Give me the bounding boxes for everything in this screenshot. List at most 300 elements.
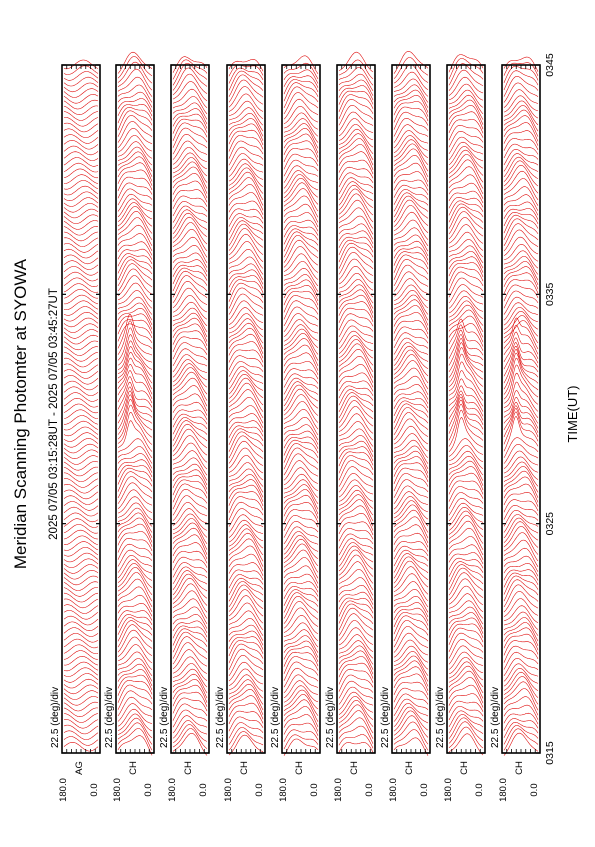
scan-trace (118, 513, 152, 533)
scan-trace (229, 350, 263, 363)
scan-trace (64, 89, 98, 98)
scan-trace (64, 330, 98, 339)
scan-trace (339, 224, 373, 239)
scan-trace (118, 587, 152, 607)
scan-trace (394, 384, 428, 399)
scan-trace (394, 376, 428, 395)
scan-trace (229, 68, 263, 84)
scan-trace (64, 530, 98, 539)
channel-label: CH (294, 761, 305, 775)
scan-trace (64, 203, 98, 212)
scan-trace (64, 645, 98, 654)
scan-trace (229, 257, 263, 275)
scan-trace (339, 119, 373, 136)
scan-trace (229, 371, 263, 390)
zenith-max-label: 180.0 (388, 778, 399, 802)
scan-trace (339, 290, 373, 309)
scan-trace (504, 195, 538, 211)
scan-trace (449, 296, 483, 313)
scan-trace (284, 274, 318, 291)
scan-trace (339, 546, 373, 566)
scan-trace (449, 197, 483, 208)
scan-trace (449, 565, 483, 584)
scan-trace (64, 163, 98, 172)
scan-trace (394, 321, 428, 335)
scan-trace (284, 99, 318, 119)
scan-trace (449, 146, 483, 165)
scan-trace (449, 386, 483, 412)
scan-trace (64, 662, 98, 671)
scan-trace (118, 135, 152, 152)
scan-trace (394, 533, 428, 547)
scan-trace (339, 266, 373, 284)
panel-7 (392, 51, 430, 755)
scan-trace (339, 687, 373, 704)
scan-trace (449, 310, 483, 332)
scan-trace (64, 576, 98, 585)
scan-trace (339, 473, 373, 492)
scan-trace (394, 674, 428, 691)
scan-trace (64, 324, 98, 333)
scan-trace (394, 172, 428, 187)
scan-trace (173, 190, 207, 203)
scan-trace (394, 140, 428, 158)
scan-trace (449, 628, 483, 645)
scan-trace (339, 237, 373, 248)
scan-trace (449, 445, 483, 461)
scan-trace (449, 456, 483, 475)
scan-trace (339, 285, 373, 303)
x-axis-label: TIME(UT) (565, 385, 580, 443)
scan-trace (449, 301, 483, 319)
scan-trace (504, 256, 538, 274)
scan-trace (229, 640, 263, 656)
scan-trace (394, 640, 428, 657)
scan-trace (504, 676, 538, 697)
scan-trace (173, 480, 207, 495)
scan-trace (64, 651, 98, 660)
scan-trace (118, 468, 152, 484)
scan-trace (64, 685, 98, 694)
scan-trace (339, 336, 373, 354)
scan-trace (64, 393, 98, 402)
scan-trace (339, 681, 373, 698)
scan-trace (504, 230, 538, 251)
scan-trace (173, 429, 207, 451)
scan-trace (173, 599, 207, 619)
chart-subtitle: 2025 07/05 03:15:28UT - 2025 07/05 03:45:27UT (48, 288, 60, 540)
scan-trace (64, 702, 98, 711)
scan-trace (118, 170, 152, 186)
scan-trace (118, 637, 152, 657)
scan-trace (118, 104, 152, 116)
scan-trace (64, 421, 98, 430)
scan-trace (504, 492, 538, 506)
scan-trace (504, 462, 538, 480)
scan-trace (64, 410, 98, 419)
scan-trace (173, 74, 207, 95)
scan-trace (284, 119, 318, 137)
scan-trace (284, 608, 318, 628)
scan-trace (504, 261, 538, 280)
scan-trace (64, 129, 98, 138)
scan-trace (449, 119, 483, 133)
scan-trace (449, 515, 483, 537)
scan-trace (339, 326, 373, 343)
scan-trace (449, 272, 483, 291)
scan-trace (284, 425, 318, 440)
scan-trace (64, 473, 98, 482)
scan-trace (339, 601, 373, 617)
scan-trace (173, 470, 207, 485)
scan-trace (449, 624, 483, 638)
scan-trace (64, 398, 98, 407)
scan-trace (229, 383, 263, 405)
scan-trace (394, 682, 428, 695)
scan-trace (339, 555, 373, 577)
scan-trace (449, 666, 483, 687)
zenith-min-label: 0.0 (474, 783, 485, 797)
scan-trace (394, 707, 428, 727)
scan-trace (64, 123, 98, 132)
scan-trace (339, 407, 373, 428)
scan-trace (339, 543, 373, 562)
scan-trace (229, 201, 263, 215)
scan-trace (449, 77, 483, 95)
scan-trace (504, 311, 538, 329)
scan-trace (284, 668, 318, 687)
scan-trace (229, 696, 263, 715)
scan-trace (229, 728, 263, 745)
scan-trace (229, 711, 263, 724)
scan-trace (504, 599, 538, 617)
scan-trace (284, 246, 318, 267)
scan-trace (449, 263, 483, 277)
scan-trace (173, 543, 207, 560)
scan-trace (64, 433, 98, 442)
scan-trace (339, 185, 373, 205)
scan-trace (173, 288, 207, 308)
scan-trace (173, 664, 207, 681)
scan-trace (118, 518, 152, 538)
scan-trace (449, 316, 483, 337)
scan-trace (229, 448, 263, 468)
scan-trace (173, 514, 207, 531)
scan-trace (64, 605, 98, 614)
scan-trace (284, 574, 318, 588)
scan-trace (339, 585, 373, 600)
scan-trace (173, 674, 207, 693)
scan-trace (173, 147, 207, 164)
scan-trace (173, 210, 207, 229)
scan-trace (284, 261, 318, 279)
scan-trace (339, 735, 373, 749)
scan-trace (284, 495, 318, 514)
scan-trace (284, 345, 318, 366)
scan-trace (449, 95, 483, 114)
scan-trace (229, 474, 263, 492)
scan-trace (284, 148, 318, 162)
scan-trace (394, 446, 428, 464)
scan-trace (449, 507, 483, 526)
scan-trace (394, 557, 428, 578)
scan-trace (504, 438, 538, 458)
scan-trace (64, 209, 98, 218)
scan-trace (339, 401, 373, 424)
scan-trace (394, 510, 428, 532)
scan-trace (118, 264, 152, 286)
scan-trace (64, 565, 98, 574)
scan-trace (64, 639, 98, 648)
x-tick-label: 0345 (544, 53, 556, 77)
panel-3 (171, 57, 209, 756)
scan-trace (339, 651, 373, 670)
scan-trace (64, 438, 98, 447)
scan-trace (394, 79, 428, 97)
scan-trace (394, 305, 428, 325)
scan-trace (64, 547, 98, 556)
scan-trace (504, 315, 538, 336)
scan-trace (339, 356, 373, 377)
scan-trace (394, 486, 428, 504)
scan-trace (284, 213, 318, 228)
scan-trace (64, 77, 98, 86)
channel-label: CH (239, 761, 250, 775)
scan-trace (394, 290, 428, 308)
scan-trace (284, 474, 318, 491)
scan-trace (284, 93, 318, 115)
scan-trace (173, 268, 207, 284)
scan-trace (449, 503, 483, 521)
scan-trace (449, 579, 483, 600)
scan-trace (394, 279, 428, 297)
scan-trace (394, 252, 428, 266)
scan-trace (173, 394, 207, 411)
scan-trace (339, 635, 373, 652)
scan-trace (173, 271, 207, 291)
zenith-max-label: 180.0 (278, 778, 289, 802)
scan-trace (229, 554, 263, 571)
scan-trace (173, 650, 207, 669)
scan-trace (339, 252, 373, 274)
scan-trace (449, 662, 483, 680)
scan-trace (173, 158, 207, 177)
scale-label: 22.5 (deg)/div (380, 686, 391, 748)
scan-trace (394, 112, 428, 129)
scan-trace (284, 175, 318, 194)
scan-trace (229, 217, 263, 233)
scan-trace (173, 318, 207, 337)
scan-trace (64, 232, 98, 241)
scan-trace (339, 349, 373, 372)
scan-trace (504, 212, 538, 226)
scan-trace (339, 456, 373, 474)
scan-trace (449, 718, 483, 739)
scan-trace (284, 307, 318, 326)
scan-trace (229, 525, 263, 542)
scan-trace (284, 220, 318, 231)
channel-label: CH (404, 761, 415, 775)
scan-trace (229, 429, 263, 445)
scan-trace (64, 169, 98, 178)
scan-trace (118, 497, 152, 513)
scan-trace (449, 685, 483, 703)
scale-label: 22.5 (deg)/div (104, 686, 115, 748)
scan-trace (449, 90, 483, 107)
scan-trace (173, 657, 207, 674)
scan-trace (504, 634, 538, 650)
scan-trace (449, 191, 483, 203)
scan-trace (64, 519, 98, 528)
zenith-min-label: 0.0 (309, 783, 320, 797)
scan-trace (173, 181, 207, 198)
scan-trace (173, 584, 207, 606)
scan-trace (64, 117, 98, 126)
scan-trace (284, 76, 318, 88)
scan-trace (504, 101, 538, 118)
scan-trace (339, 495, 373, 515)
scan-trace (173, 502, 207, 520)
chart-title: Meridian Scanning Photomter at SYOWA (11, 258, 30, 570)
scan-trace (284, 333, 318, 354)
scan-trace (449, 657, 483, 674)
scan-trace (504, 471, 538, 492)
scan-trace (394, 355, 428, 377)
scan-trace (394, 338, 428, 355)
scan-trace (64, 490, 98, 499)
scan-trace (229, 675, 263, 692)
scan-trace (118, 465, 152, 477)
scan-trace (284, 601, 318, 623)
zenith-min-label: 0.0 (198, 783, 209, 797)
scan-trace (284, 454, 318, 475)
scan-trace (64, 152, 98, 161)
scan-trace (284, 385, 318, 406)
scan-trace (64, 610, 98, 619)
scan-trace (284, 468, 318, 485)
scan-trace (339, 621, 373, 641)
scan-trace (118, 314, 152, 330)
scan-trace (339, 144, 373, 165)
scan-trace (339, 373, 373, 387)
scan-trace (449, 267, 483, 283)
scan-trace (504, 518, 538, 538)
scan-trace (449, 204, 483, 222)
scan-trace (229, 193, 263, 211)
scan-trace (173, 355, 207, 372)
scan-trace (64, 427, 98, 436)
scan-trace (173, 574, 207, 595)
scan-trace (118, 538, 152, 552)
scan-trace (118, 555, 152, 572)
scan-trace (504, 202, 538, 215)
scan-trace (284, 582, 318, 593)
scan-trace (504, 131, 538, 146)
channel-label: CH (514, 761, 525, 775)
scan-trace (64, 266, 98, 275)
scan-trace (173, 245, 207, 262)
scan-trace (449, 451, 483, 469)
scan-trace (339, 160, 373, 174)
scan-trace (229, 280, 263, 295)
scan-trace (229, 578, 263, 595)
scan-trace (504, 267, 538, 285)
scan-trace (64, 404, 98, 413)
zenith-min-label: 0.0 (89, 783, 100, 797)
panel-9 (502, 57, 540, 756)
scan-trace (394, 312, 428, 330)
scan-trace (449, 183, 483, 199)
scan-trace (449, 694, 483, 708)
scan-trace (504, 623, 538, 642)
scan-trace (394, 200, 428, 222)
scan-trace (394, 255, 428, 273)
scan-trace (449, 105, 483, 124)
scan-trace (118, 347, 152, 377)
scan-trace (229, 101, 263, 118)
scan-trace (504, 96, 538, 112)
scan-trace (173, 721, 207, 739)
scan-trace (504, 297, 538, 315)
scale-label: 22.5 (deg)/div (270, 686, 281, 748)
scan-trace (449, 467, 483, 486)
channel-label: AG (74, 761, 85, 775)
scan-trace (284, 510, 318, 524)
scan-trace (118, 297, 152, 314)
scan-trace (173, 614, 207, 628)
scan-trace (339, 194, 373, 215)
scan-trace (449, 251, 483, 268)
scan-trace (64, 352, 98, 361)
scan-trace (339, 259, 373, 280)
scan-trace (173, 679, 207, 698)
scan-trace (284, 630, 318, 647)
scan-trace (64, 668, 98, 677)
scan-trace (339, 522, 373, 535)
panel-1 (62, 60, 100, 753)
scan-trace (64, 731, 98, 740)
scan-trace (229, 301, 263, 320)
scan-trace (284, 134, 318, 153)
scan-trace (284, 440, 318, 455)
scan-trace (394, 131, 428, 149)
scan-trace (394, 667, 428, 687)
scan-trace (118, 714, 152, 731)
scan-trace (64, 295, 98, 304)
scan-trace (173, 141, 207, 160)
scan-trace (229, 485, 263, 502)
scan-trace (339, 646, 373, 665)
scan-trace (504, 585, 538, 607)
scan-trace (173, 360, 207, 378)
x-tick-label: 0335 (544, 282, 556, 307)
zenith-min-label: 0.0 (254, 783, 265, 797)
scan-trace (173, 436, 207, 456)
scan-trace (173, 626, 207, 638)
scan-trace (118, 249, 152, 260)
scan-trace (64, 450, 98, 459)
scan-trace (118, 611, 152, 621)
scan-trace (449, 150, 483, 169)
scan-trace (64, 674, 98, 683)
scan-trace (229, 732, 263, 751)
scan-trace (449, 553, 483, 564)
scan-trace (339, 486, 373, 502)
scan-trace (504, 110, 538, 131)
scan-trace (173, 134, 207, 154)
scan-trace (504, 591, 538, 612)
scan-trace (284, 636, 318, 653)
